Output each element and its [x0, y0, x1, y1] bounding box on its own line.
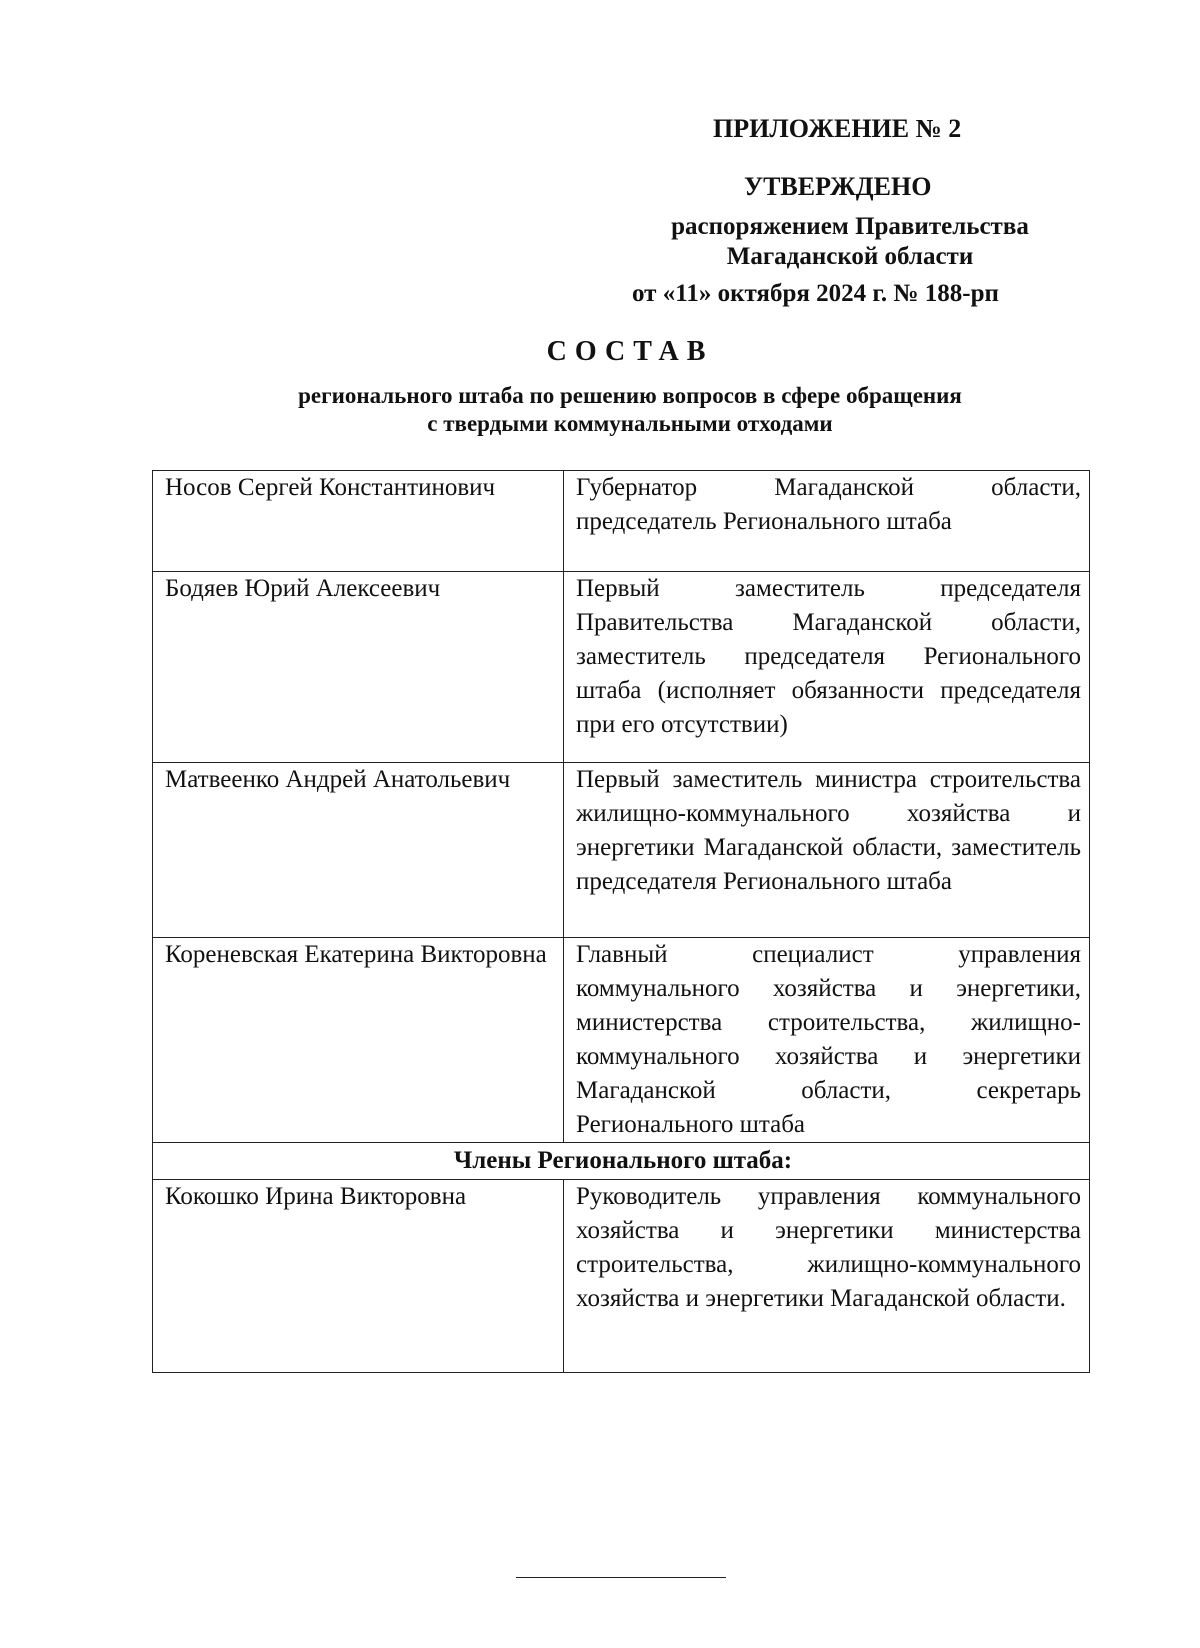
approved-heading: УТВЕРЖДЕНО — [744, 172, 932, 201]
appendix-heading: ПРИЛОЖЕНИЕ № 2 — [713, 114, 962, 143]
order-line-1: распоряжением Правительства — [671, 213, 1029, 240]
members-section-heading: Члены Регионального штаба: — [153, 1143, 1090, 1180]
member-role: Губернатор Магаданской области, председатель Регионального штаба — [564, 471, 1090, 572]
table-row — [153, 763, 1090, 938]
member-name: Бодяев Юрий Алексеевич — [153, 572, 564, 763]
document-title: СОСТАВ — [546, 336, 714, 367]
member-name: Матвеенко Андрей Анатольевич — [153, 763, 564, 938]
member-role: Главный специалист управления коммунального хозяйства и энергетики, министерства строительства, жилищно-коммунального хозяйства и энергетики Магаданской области, секретарь Регионального штаба — [564, 938, 1090, 1143]
member-role: Руководитель управления коммунального хозяйства и энергетики министерства строительства, жилищно-коммунального хозяйства и энергетики Магаданской области. — [564, 1180, 1090, 1373]
subtitle-line-2: с твердыми коммунальными отходами — [427, 411, 833, 436]
order-line-2: Магаданской области — [726, 243, 974, 270]
table-row — [153, 938, 1090, 1143]
order-date: от «11» октября 2024 г. № 188-рп — [632, 280, 999, 307]
member-name: Носов Сергей Константинович — [153, 471, 564, 572]
order-reference — [600, 212, 1100, 272]
table-row — [153, 572, 1090, 763]
document-subtitle — [200, 382, 1060, 438]
table-row — [153, 1180, 1090, 1373]
member-name: Кокошко Ирина Викторовна — [153, 1180, 564, 1373]
closing-line — [516, 1577, 726, 1578]
member-name: Кореневская Екатерина Викторовна — [153, 938, 564, 1143]
member-role: Первый заместитель председателя Правительства Магаданской области, заместитель председателя Регионального штаба (исполняет обязанности председателя при его отсутствии) — [564, 572, 1090, 763]
members-table — [152, 470, 1090, 1373]
member-role: Первый заместитель министра строительства жилищно-коммунального хозяйства и энергетики Магаданской области, заместитель председателя Регионального штаба — [564, 763, 1090, 938]
subtitle-line-1: регионального штаба по решению вопросов в сфере обращения — [298, 383, 962, 408]
section-row — [153, 1143, 1090, 1180]
table-row — [153, 471, 1090, 572]
